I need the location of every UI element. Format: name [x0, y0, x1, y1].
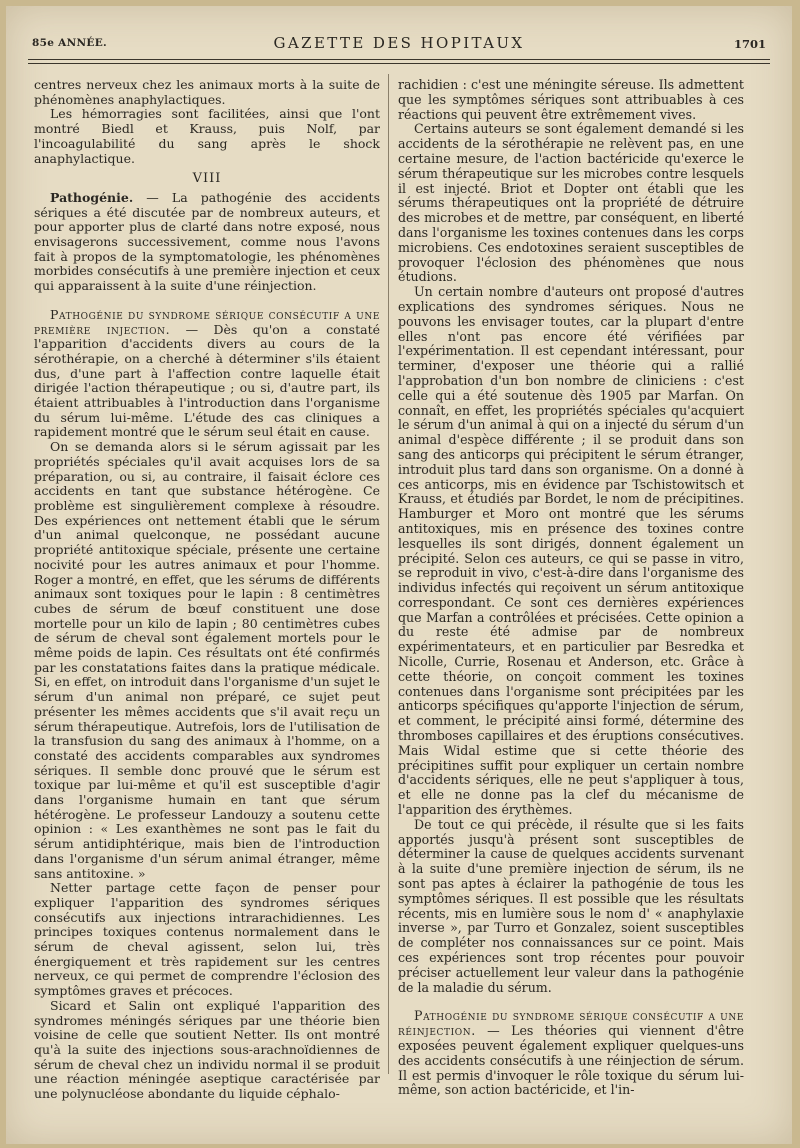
- header-rule-top: [28, 59, 770, 60]
- page-header: [32, 34, 766, 56]
- subsection-first-injection: [34, 308, 380, 440]
- subsection-heading: Pathogénie du syndrome sérique consécutif a une réinjection.: [398, 1008, 744, 1039]
- paragraph: Certains auteurs se sont également demandé si les accidents de la sérothérapie ne relèvent pas, en une certaine mesure, de l'action bactéricide qu'exerce le sérum thérapeutique sur les microbes contre lesquels il est injecté. Briot et Dopter ont établi que les sérums thérapeutiques ont la propriété de détruire des microbes et de mettre, par conséquent, en liberté dans l'organisme les toxines contenues dans les corps microbiens. Ces endotoxines seraient susceptibles de provoquer l'éclosion des phénomènes que nous étudions.: [398, 121, 744, 285]
- paragraph: Netter partage cette façon de penser pour expliquer l'apparition des syndromes sériques consécutifs aux injections intrarachidiennes. Les principes toxiques contenus normalement dans le sérum de cheval agissent, selon lui, très énergiquement et très rapidement sur les centres nerveux, ce qui permet de comprendre l'éclosion des symptômes graves et précoces.: [34, 880, 380, 999]
- subsection-reinjection: [398, 1009, 744, 1098]
- paragraph: Les hémorragies sont facilitées, ainsi que l'ont montré Biedl et Krauss, puis Nolf, par l'incoagulabilité du sang après le shock anaphylactique.: [34, 106, 380, 166]
- paragraph: On se demanda alors si le sérum agissait par les propriétés spéciales qu'il avait acquises lors de sa préparation, ou si, au contraire, il faisait éclore ces accidents en tant que substance hétérogène. Ce problème est singulièrement complexe à résoudre. Des expériences ont nettement établi que le sérum d'un animal quelconque, ne possédant aucune propriété antitoxique spéciale, présente une certaine nocivité pour les autres animaux et pour l'homme. Roger a montré, en effet, que les sérums de différents animaux sont toxiques pour le lapin : 8 centimètres cubes de sérum de bœuf constituent une dose mortelle pour un kilo de lapin ; 80 centimètres cubes de sérum de cheval sont également mortels pour le même poids de lapin. Ces résultats ont été confirmés par les constatations faites dans la pratique médicale. Si, en effet, on introduit dans l'organisme d'un sujet le sérum d'un animal non préparé, ce sujet peut présenter les mêmes accidents que s'il avait reçu un sérum thérapeutique. Autrefois, lors de l'utilisation de la transfusion du sang des animaux à l'homme, on a constaté des accidents comparables aux syndromes sériques. Il semble donc prouvé que le sérum est toxique par lui-même et qu'il est susceptible d'agir dans l'organisme humain en tant que sérum hétérogène. Le professeur Landouzy a soutenu cette opinion : « Les exanthèmes ne sont pas le fait du sérum antidiphtérique, mais bien de l'introduction dans l'organisme d'un sérum animal étranger, même sans antitoxine. »: [34, 439, 380, 881]
- paragraph: rachidien : c'est une méningite séreuse. Ils admettent que les symptômes sériques sont attribuables à ces réactions qui peuvent être extrêmement vives.: [398, 77, 744, 122]
- publication-title: GAZETTE DES HOPITAUX: [273, 34, 525, 52]
- paragraph: De tout ce qui précède, il résulte que si les faits apportés jusqu'à présent sont susceptibles de déterminer la cause de quelques accidents survenant à la suite d'une première injection de sérum, ils ne sont pas aptes à éclairer la pathogénie de tous les symptômes sériques. Il est possible que les résultats récents, mis en lumière sous le nom d' « anaphylaxie inverse », par Turro et Gonzalez, soient susceptibles de compléter nos connaissances sur ce point. Mais ces expériences sont trop récentes pour pouvoir préciser actuellement leur valeur dans la pathogénie de la maladie du sérum.: [398, 816, 744, 995]
- section-number: VIII: [192, 171, 222, 187]
- right-column: [398, 78, 744, 1098]
- subsection-text: — Les théories qui viennent d'être exposées peuvent également expliquer quelques-uns des accidents consécutifs à une réinjection de sérum. Il est permis d'invoquer le rôle toxique du sérum lui-même, son action bactéricide, et l'in-: [398, 1023, 744, 1098]
- pathogenie-text: — La pathogénie des accidents sériques a été discutée par de nombreux auteurs, et pour apporter plus de clarté dans notre exposé, nous envisagerons successivement, comme nous l'avons fait à propos de la symptomatologie, les phénomènes morbides consécutifs à une première injection et ceux qui apparaissent à la suite d'une réinjection.: [34, 189, 380, 294]
- column-divider: [388, 74, 389, 1074]
- pathogenie-heading: Pathogénie.: [50, 189, 134, 205]
- header-rule-bottom: [28, 63, 770, 64]
- paragraph: Un certain nombre d'auteurs ont proposé d'autres explications des syndromes sériques. Nous ne pouvons les envisager toutes, car la plupart d'entre elles n'ont pas encore été vérifiées par l'expérimentation. Il est cependant intéressant, pour terminer, d'exposer une théorie qui a rallié l'approbation d'un bon nombre de cliniciens : c'est celle qui a été soutenue dès 1905 par Marfan. On connaît, en effet, les propriétés spéciales qu'acquiert le sérum d'un animal à qui on a injecté du sérum d'un animal d'espèce différente ; il se produit dans son sang des anticorps qui précipitent le sérum étranger, introduit plus tard dans son organisme. On a donné à ces anticorps, mis en évidence par Tschistowitsch et Krauss, et étudiés par Bordet, le nom de précipitines. Hamburger et Moro ont montré que les sérums antitoxiques, mis en présence des toxines contre lesquelles ils sont dirigés, donnent également un précipité. Selon ces auteurs, ce qui se passe in vitro, se reproduit in vivo, c'est-à-dire dans l'organisme des individus infectés qui reçoivent un sérum antitoxique correspondant. Ce sont ces dernières expériences que Marfan a contrôlées et précisées. Cette opinion a du reste été admise par de nombreux expérimentateurs, et en particulier par Besredka et Nicolle, Currie, Rosenau et Anderson, etc. Grâce à cette théorie, on conçoit comment les toxines contenues dans l'organisme sont précipitées par les anticorps spécifiques qu'apporte l'injection de sérum, et comment, le précipité ainsi formé, détermine des thromboses capillaires et des éruptions consécutives. Mais Widal estime que si cette théorie des précipitines suffit pour expliquer un certain nombre d'accidents sériques, elle ne peut s'appliquer à tous, et elle ne donne pas la clef du mécanisme de l'apparition des érythèmes.: [398, 284, 744, 818]
- page-number: 1701: [733, 37, 766, 51]
- newspaper-page: [6, 6, 792, 1144]
- subsection-heading: Pathogénie du syndrome sérique consécutif a une première injection.: [34, 306, 380, 337]
- paragraph-pathogenie: [34, 191, 380, 294]
- paragraph: Sicard et Salin ont expliqué l'apparition des syndromes méningés sériques par une théorie bien voisine de celle que soutient Netter. Ils ont montré qu'à la suite des injections sous-arachnoïdiennes de sérum de cheval chez un individu normal il se produit une réaction méningée aseptique caractérisée par une polynucléose abondante du liquide céphalo-: [34, 997, 380, 1102]
- subsection-text: — Dès qu'on a constaté l'apparition d'accidents divers au cours de la sérothérapie, on a cherché à déterminer s'ils étaient dus, d'une part à l'affection contre laquelle était dirigée l'action thérapeutique ; ou si, d'autre part, ils étaient attribuables à l'introduction dans l'organisme du sérum lui-même. L'étude des cas cliniques a rapidement montré que le sérum seul était en cause.: [34, 321, 380, 440]
- paragraph: centres nerveux chez les animaux morts à la suite de phénomènes anaphylactiques.: [34, 77, 380, 107]
- left-column: [34, 78, 380, 1102]
- issue-year: 85e ANNÉE.: [32, 37, 107, 49]
